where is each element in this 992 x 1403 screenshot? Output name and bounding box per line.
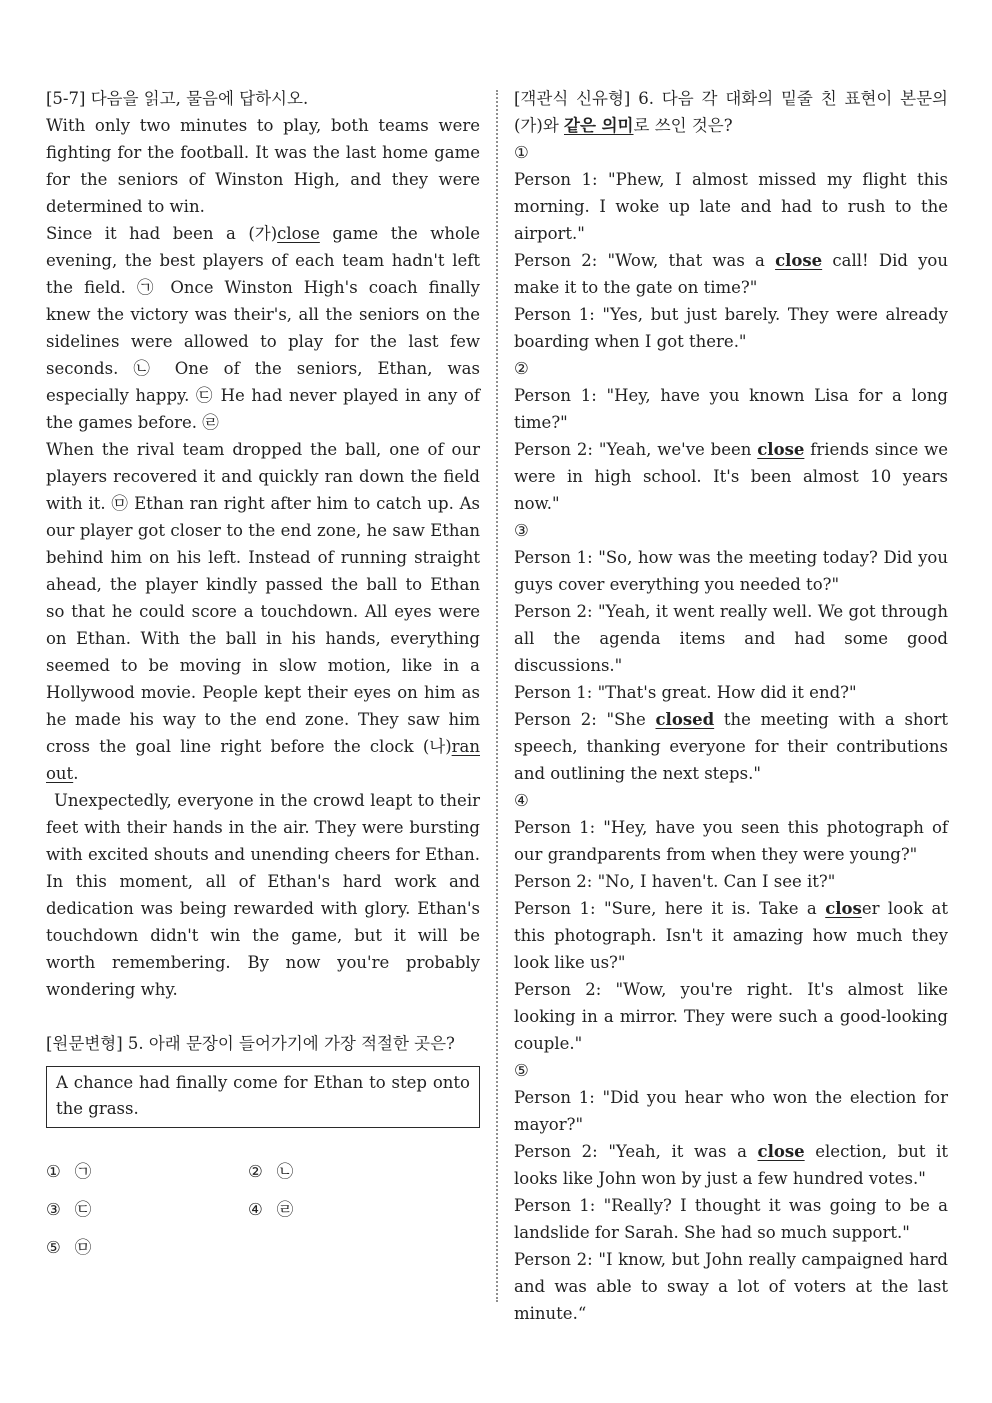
text-segment: Person 2: "Yeah, we've been [514, 440, 758, 459]
text-segment: Person 1: "Phew, I almost missed my flight this morning. I woke up late and had to rush to the airport." [514, 170, 948, 243]
text-segment: Person 2: "She [514, 710, 656, 729]
underlined-term: 같은 의미 [564, 116, 634, 135]
text-segment: Person 2: "Wow, you're right. It's almost like looking in a mirror. They were such a good-looking couple." [514, 980, 948, 1053]
dialogue-line [514, 598, 948, 679]
dialogue-line [514, 382, 948, 436]
text-segment: Unexpectedly, everyone in the crowd leapt to their feet with their hands in the air. They were bursting with excited shouts and unending cheers for Ethan. In this moment, all of Ethan's hard work and dedication was being rewarded with glory. Ethan's touchdown didn't win the game, but it will be worth remembering. By now you're probably wondering why. [46, 791, 480, 999]
option-mark: ㉢ [74, 1200, 92, 1219]
dialogue-choice [514, 139, 948, 355]
dialogue-line [514, 706, 948, 787]
left-column [46, 85, 480, 1261]
dialogue-choice [514, 517, 948, 787]
boxed-sentence: A chance had finally come for Ethan to step onto the grass. [46, 1066, 480, 1128]
choice-number: ⑤ [514, 1061, 529, 1080]
text-segment: When the rival team dropped the ball, one of our players recovered it and quickly ran down the field with it. ㉤ Ethan ran right after him to catch up. As our player got closer to the end zone, he saw Ethan behind him on his left. Instead of running straight ahead, the player kindly passed the ball to Ethan so that he could score a touchdown. All eyes were on Ethan. With the ball in his hands, everything seemed to be moving in slow motion, like in a Hollywood movie. People kept their eyes on him as he made his way to the end zone. They saw him cross the goal line right before the clock (나) [46, 440, 480, 756]
dialogue-choice [514, 355, 948, 517]
answer-option [46, 1158, 248, 1185]
passage-paragraph [46, 787, 480, 1003]
underlined-term: clos [825, 899, 862, 918]
option-mark: ㉤ [74, 1238, 92, 1257]
underlined-term: ran out [46, 737, 480, 783]
option-mark: ㉡ [276, 1162, 294, 1181]
passage [46, 112, 480, 1003]
text-segment: With only two minutes to play, both teams were fighting for the football. It was the last home game for the seniors of Winston High, and they were determined to win. [46, 116, 480, 216]
text-segment: Person 1: "Sure, here it is. Take a [514, 899, 826, 918]
column-divider [496, 90, 498, 1302]
choice-number: ① [514, 143, 529, 162]
text-segment: Person 1: "That's great. How did it end?" [514, 683, 857, 702]
text-segment: Person 1: "Really? I thought it was going to be a landslide for Sarah. She had so much support." [514, 1196, 948, 1242]
dialogue-line [514, 166, 948, 247]
underlined-term: close [775, 251, 823, 270]
text-segment: Person 1: "Hey, have you seen this photograph of our grandparents from when they were young?" [514, 818, 948, 864]
choice-number: ④ [514, 791, 529, 810]
underlined-term: close [757, 1142, 805, 1161]
text-segment: 로 쓰인 것은? [633, 116, 733, 135]
text-segment: election, but it looks like John won by just a few hundred votes." [514, 1142, 948, 1188]
question-6-choices [514, 139, 948, 1327]
option-number: ③ [46, 1200, 61, 1219]
passage-paragraph [46, 220, 480, 436]
question-6-header [514, 85, 948, 139]
text-segment: Since it had been a (가) [46, 224, 278, 243]
dialogue-choice [514, 787, 948, 1057]
dialogue-line [514, 301, 948, 355]
dialogue-line [514, 1246, 948, 1327]
text-segment: Person 2: "I know, but John really campaigned hard and was able to sway a lot of voters at the last minute.“ [514, 1250, 948, 1323]
question-5 [46, 1030, 480, 1261]
dialogue-line [514, 1138, 948, 1192]
underlined-term: close [757, 440, 805, 459]
option-mark: ㉣ [276, 1200, 294, 1219]
text-segment: Person 2: "No, I haven't. Can I see it?" [514, 872, 836, 891]
option-number: ④ [248, 1200, 263, 1219]
dialogue-line [514, 895, 948, 976]
dialogue-line [514, 1084, 948, 1138]
text-segment: Person 1: "Yes, but just barely. They were already boarding when I got there." [514, 305, 948, 351]
text-segment: Person 1: "Did you hear who won the election for mayor?" [514, 1088, 948, 1134]
text-segment: Person 2: "Wow, that was a [514, 251, 776, 270]
dialogue-line [514, 1192, 948, 1246]
question-5-options [46, 1158, 480, 1261]
option-number: ① [46, 1162, 61, 1181]
option-number: ⑤ [46, 1238, 61, 1257]
text-segment: Person 2: "Yeah, it was a [514, 1142, 758, 1161]
question-5-header: [원문변형] 5. 아래 문장이 들어가기에 가장 적절한 곳은? [46, 1034, 455, 1053]
choice-number: ② [514, 359, 529, 378]
dialogue-line [514, 436, 948, 517]
text-segment: game the whole evening, the best players of each team hadn't left the field. ㉠ Once Winston High's coach finally knew the victory was their's, all the seniors on the sidelines were allowed to play for the last few seconds. ㉡ One of the seniors, Ethan, was especially happy. ㉢ He had never played in any of the games before. ㉣ [46, 224, 480, 432]
text-segment: friends since we were in high school. It's been almost 10 years now." [514, 440, 948, 513]
answer-option [46, 1196, 248, 1223]
dialogue-choice [514, 1057, 948, 1327]
text-segment: the meeting with a short speech, thanking everyone for their contributions and outlining the next steps." [514, 710, 949, 783]
text-segment: Person 2: "Yeah, it went really well. We got through all the agenda items and had some good discussions." [514, 602, 948, 675]
right-column [514, 85, 948, 1327]
text-segment: Person 1: "Hey, have you known Lisa for a long time?" [514, 386, 948, 432]
text-segment: [객관식 신유형] 6. 다음 각 대화의 밑줄 친 표현이 본문의 (가)와 [514, 89, 948, 135]
dialogue-line [514, 247, 948, 301]
text-segment: Person 1: "So, how was the meeting today? Did you guys cover everything you needed to?" [514, 548, 948, 594]
underlined-term: closed [655, 710, 715, 729]
text-segment: er look at this photograph. Isn't it amazing how much they look like us?" [514, 899, 948, 972]
text-segment: call! Did you make it to the gate on time?" [514, 251, 948, 297]
dialogue-line [514, 814, 948, 868]
answer-option [46, 1234, 248, 1261]
text-segment: . [73, 764, 79, 783]
dialogue-line [514, 976, 948, 1057]
answer-option [248, 1158, 480, 1185]
passage-paragraph [46, 112, 480, 220]
passage-paragraph [46, 436, 480, 787]
option-mark: ㉠ [74, 1162, 92, 1181]
passage-instruction: [5-7] 다음을 읽고, 물음에 답하시오. [46, 89, 309, 108]
underlined-term: close [277, 224, 320, 243]
dialogue-line [514, 868, 948, 895]
dialogue-line [514, 544, 948, 598]
answer-option [248, 1196, 480, 1223]
choice-number: ③ [514, 521, 529, 540]
option-number: ② [248, 1162, 263, 1181]
dialogue-line [514, 679, 948, 706]
